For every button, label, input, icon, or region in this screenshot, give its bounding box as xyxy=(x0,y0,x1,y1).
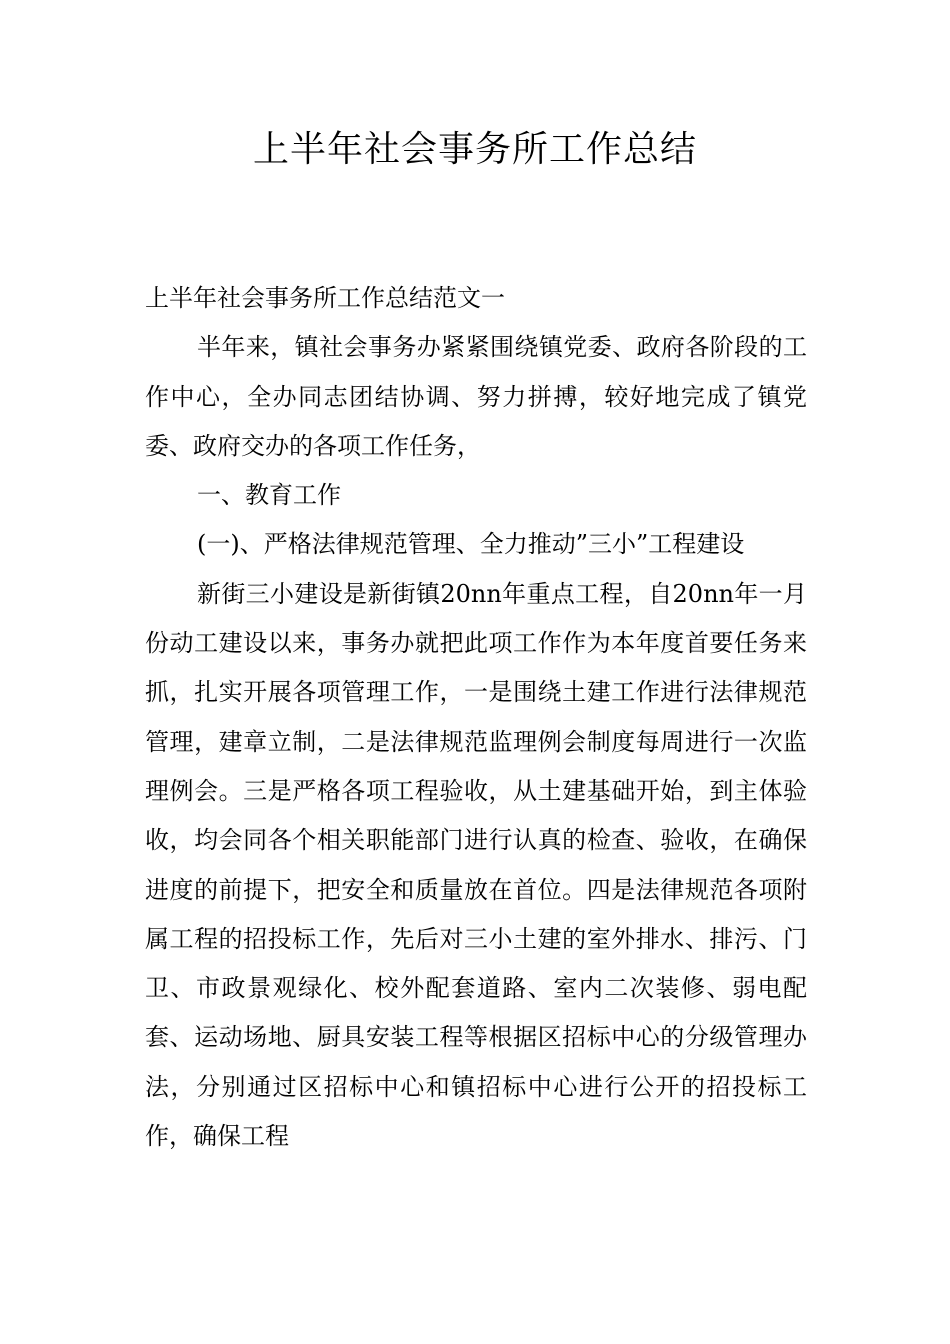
document-subtitle: 上半年社会事务所工作总结范文一 xyxy=(145,284,505,312)
paragraph-intro: 半年来，镇社会事务办紧紧围绕镇党委、政府各阶段的工作中心，全办同志团结协调、努力拼搏，较好地完成了镇党委、政府交办的各项工作任务， xyxy=(145,333,807,460)
document-body xyxy=(145,274,807,1161)
document-title: 上半年社会事务所工作总结 xyxy=(252,129,697,170)
paragraph-body: 新街三小建设是新街镇20nn年重点工程，自20nn年一月份动工建设以来，事务办就把此项工作作为本年度首要任务来抓，扎实开展各项管理工作，一是围绕土建工作进行法律规范管理，建章立制，二是法律规范监理例会制度每周进行一次监理例会。三是严格各项工程验收，从土建基础开始，到主体验收，均会同各个相关职能部门进行认真的检查、验收，在确保进度的前提下，把安全和质量放在首位。四是法律规范各项附属工程的招投标工作，先后对三小土建的室外排水、排污、门卫、市政景观绿化、校外配套道路、室内二次装修、弱电配套、运动场地、厨具安装工程等根据区招标中心的分级管理办法，分别通过区招标中心和镇招标中心进行公开的招投标工作，确保工程 xyxy=(145,579,807,1151)
section-heading-education: 一、教育工作 xyxy=(197,481,341,510)
subsection-heading: (一)、严格法律规范管理、全力推动”三小”工程建设 xyxy=(197,530,745,559)
